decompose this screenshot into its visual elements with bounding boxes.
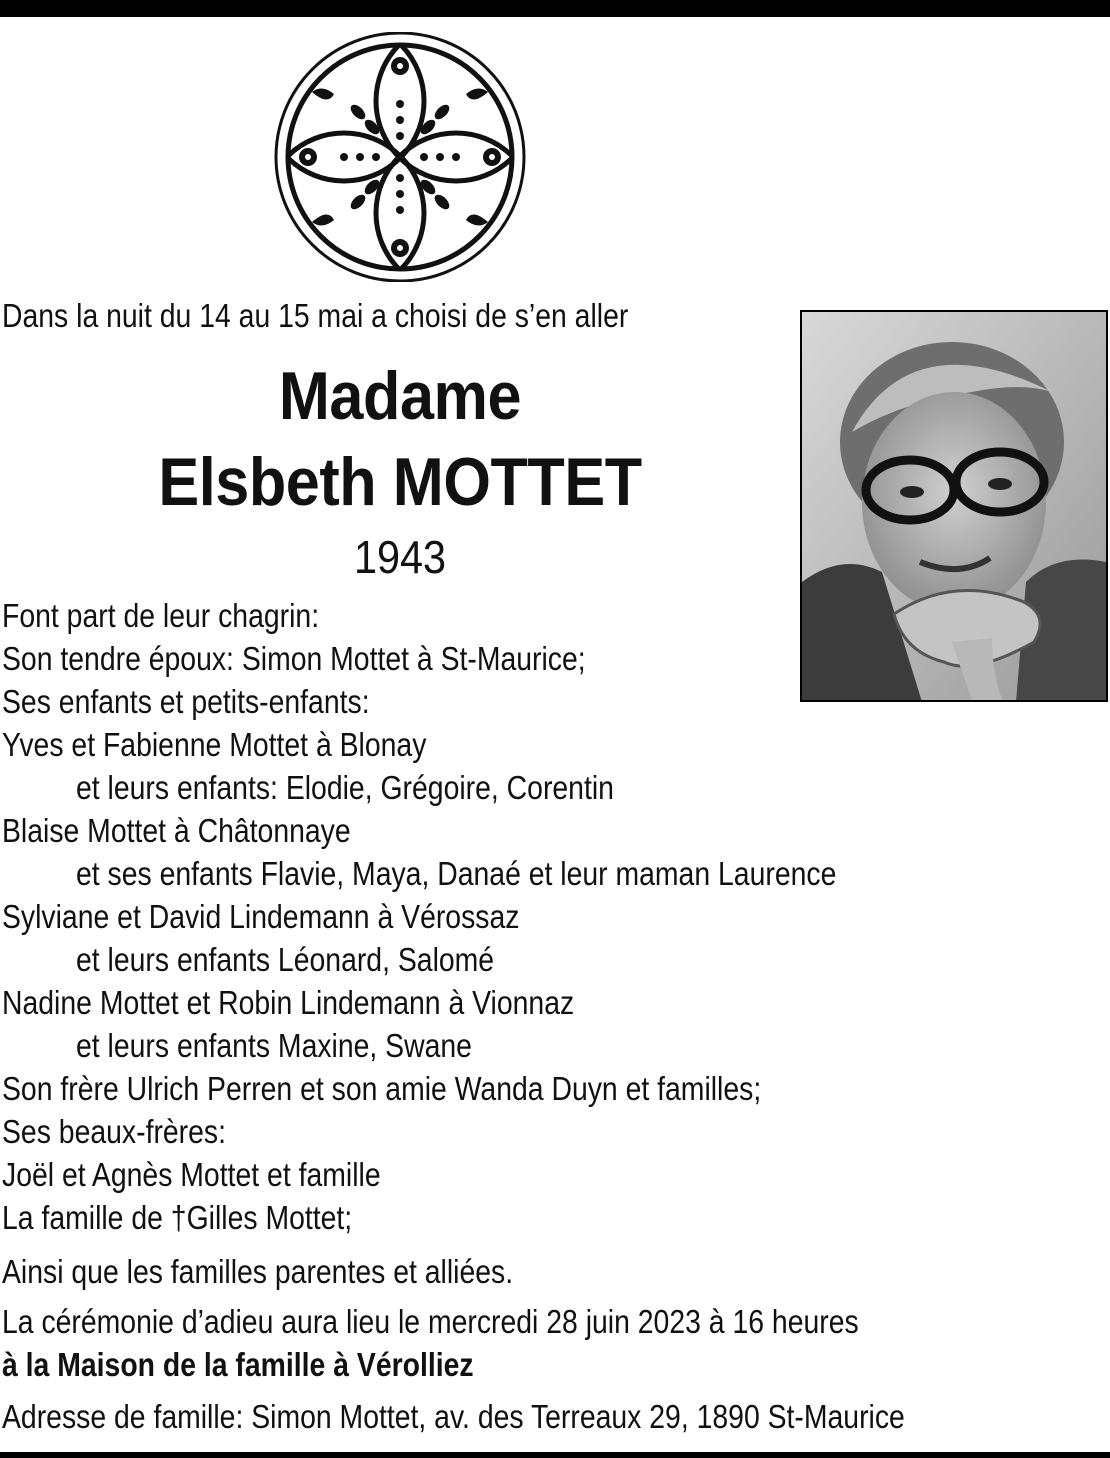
ceremony-text: La cérémonie d’adieu aura lieu le mercredi 28 juin 2023 à 16 heures	[2, 1303, 859, 1340]
mourner-line-indented: et leurs enfants: Elodie, Grégoire, Corentin	[76, 769, 614, 806]
mourner-line: Joël et Agnès Mottet et famille	[2, 1156, 381, 1193]
mourner-line: Blaise Mottet à Châtonnaye	[2, 812, 351, 849]
families-text: Ainsi que les familles parentes et alliées.	[2, 1253, 514, 1290]
ornamental-rosette-icon	[272, 32, 528, 282]
mourner-line-indented: et leurs enfants Léonard, Salomé	[76, 941, 495, 978]
top-rule	[0, 0, 1110, 17]
cross-icon: †	[170, 1199, 187, 1236]
mourner-line: Nadine Mottet et Robin Lindemann à Vionnaz	[2, 984, 575, 1021]
mourner-line-indented: et leurs enfants Maxine, Swane	[76, 1027, 472, 1064]
mourner-line: Ses enfants et petits-enfants:	[2, 683, 370, 720]
mourner-line: Yves et Fabienne Mottet à Blonay	[2, 726, 427, 763]
mourners-intro: Font part de leur chagrin:	[2, 597, 320, 634]
mourner-line: Sylviane et David Lindemann à Vérossaz	[2, 898, 520, 935]
family-address: Adresse de famille: Simon Mottet, av. des Terreaux 29, 1890 St-Maurice	[2, 1398, 905, 1435]
mourner-line-deceased-relative	[2, 1198, 352, 1238]
deceased-name: Elsbeth MOTTET	[158, 444, 642, 520]
deceased-year: 1943	[353, 531, 447, 583]
mourner-line: Son tendre époux: Simon Mottet à St-Maurice;	[2, 640, 586, 677]
bottom-rule	[0, 1452, 1110, 1458]
mourner-line: Son frère Ulrich Perren et son amie Wanda Duyn et familles;	[2, 1070, 762, 1107]
mourner-text: La famille de	[2, 1199, 163, 1236]
mourner-line: Ses beaux-frères:	[2, 1113, 227, 1150]
portrait-photo	[800, 310, 1108, 702]
mourner-line-indented: et ses enfants Flavie, Maya, Danaé et leur maman Laurence	[76, 855, 837, 892]
ceremony-location: à la Maison de la famille à Vérolliez	[2, 1346, 474, 1383]
mourner-text: Gilles Mottet;	[186, 1199, 353, 1236]
deceased-title: Madame	[278, 358, 522, 434]
intro-text: Dans la nuit du 14 au 15 mai a choisi de s’en aller	[2, 297, 629, 334]
